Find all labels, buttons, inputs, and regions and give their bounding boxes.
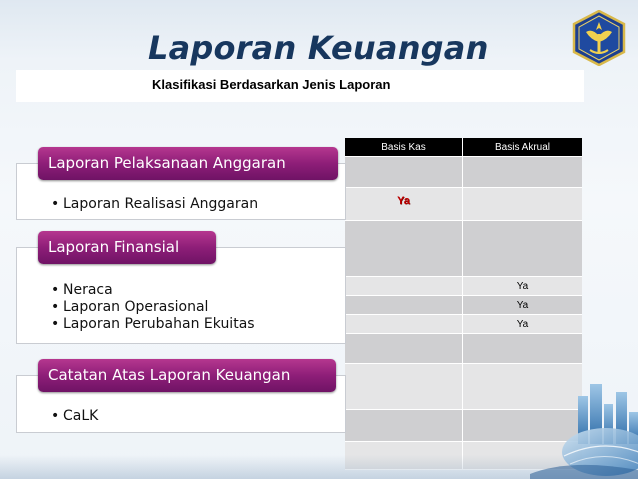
- cell-basis-akrual: Ya: [463, 315, 582, 333]
- card-catatan-atas-laporan-keuangan: [16, 366, 346, 433]
- column-header-basis-akrual: Basis Akrual: [463, 138, 582, 156]
- card-heading: Catatan Atas Laporan Keuangan: [38, 359, 336, 392]
- card-heading: Laporan Pelaksanaan Anggaran: [38, 147, 338, 180]
- card-list: [51, 408, 98, 425]
- list-item: [51, 196, 258, 213]
- cell-basis-kas: [345, 315, 463, 333]
- card-heading: Laporan Finansial: [38, 231, 216, 264]
- table-header-row: [345, 138, 582, 157]
- bullet-icon: •: [51, 282, 60, 298]
- list-item: [51, 282, 255, 299]
- subtitle-bar: [16, 70, 584, 102]
- table-row: [345, 315, 582, 334]
- list-item: [51, 408, 98, 425]
- bullet-icon: •: [51, 316, 60, 332]
- card-list: [51, 282, 255, 333]
- cell-basis-kas: [345, 364, 463, 409]
- cell-basis-kas: [345, 334, 463, 363]
- list-item: [51, 299, 255, 316]
- city-globe-decoration-icon: [530, 378, 638, 479]
- bullet-icon: •: [51, 408, 60, 424]
- table-row: [345, 296, 582, 315]
- list-item-label: Laporan Operasional: [63, 299, 209, 315]
- page-title: Laporan Keuangan: [148, 29, 489, 67]
- page-subtitle: Klasifikasi Berdasarkan Jenis Laporan: [152, 77, 391, 92]
- bullet-icon: •: [51, 196, 60, 212]
- card-laporan-pelaksanaan-anggaran: [16, 154, 346, 220]
- card-laporan-finansial: [16, 238, 346, 344]
- list-item: [51, 316, 255, 333]
- list-item-label: Laporan Perubahan Ekuitas: [63, 316, 255, 332]
- column-header-basis-kas: Basis Kas: [345, 138, 463, 156]
- table-row: [345, 188, 582, 221]
- cell-basis-akrual: [463, 221, 582, 276]
- list-item-label: Neraca: [63, 282, 113, 298]
- cell-basis-kas: [345, 221, 463, 276]
- list-item-label: CaLK: [63, 408, 99, 424]
- table-row: [345, 334, 582, 364]
- cell-basis-kas: [345, 157, 463, 187]
- table-row: [345, 277, 582, 296]
- cell-basis-akrual: [463, 157, 582, 187]
- bullet-icon: •: [51, 299, 60, 315]
- cell-basis-kas: [345, 277, 463, 295]
- cell-basis-kas: [345, 410, 463, 441]
- table-row: [345, 157, 582, 188]
- cell-basis-akrual: Ya: [463, 296, 582, 314]
- cell-basis-kas: [345, 296, 463, 314]
- highlight-value: Ya: [397, 195, 410, 207]
- ministry-logo-icon: [572, 10, 626, 66]
- list-item-label: Laporan Realisasi Anggaran: [63, 196, 259, 212]
- table-row: [345, 221, 582, 277]
- card-list: [51, 196, 258, 213]
- cell-basis-kas: [345, 188, 463, 220]
- cell-basis-akrual: [463, 334, 582, 363]
- cell-basis-akrual: Ya: [463, 277, 582, 295]
- cell-basis-akrual: [463, 188, 582, 220]
